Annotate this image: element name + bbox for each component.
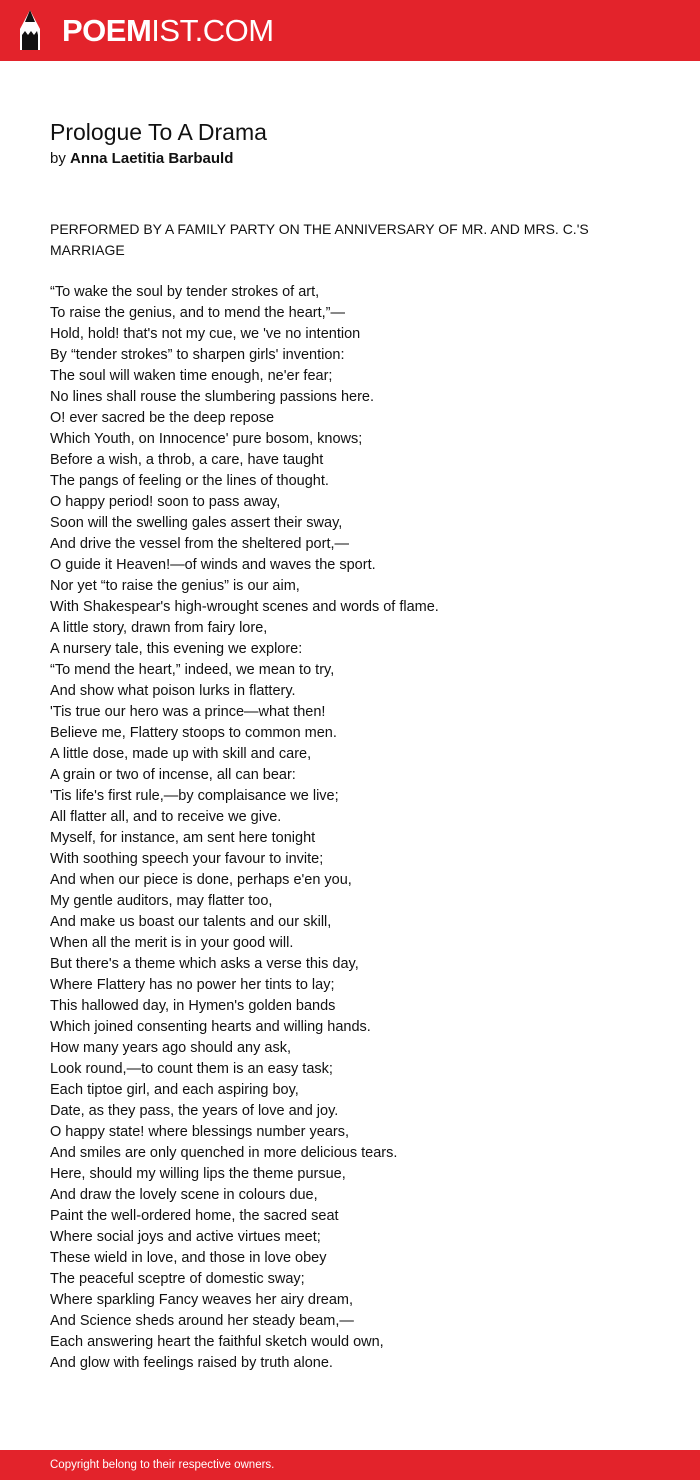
- poem-line: Which Youth, on Innocence' pure bosom, knows;: [50, 431, 363, 447]
- poem-line: But there's a theme which asks a verse this day,: [50, 956, 359, 972]
- poem-line: Where social joys and active virtues meet;: [50, 1229, 321, 1245]
- poem-line: 'Tis true our hero was a prince—what then!: [50, 704, 326, 720]
- poem-line: My gentle auditors, may flatter too,: [50, 893, 273, 909]
- poem-line: And glow with feelings raised by truth alone.: [50, 1355, 333, 1371]
- site-logo[interactable]: [62, 12, 274, 50]
- poem-line: Soon will the swelling gales assert their sway,: [50, 515, 343, 531]
- poem-line: And Science sheds around her steady beam,—: [50, 1313, 354, 1329]
- poem-line: To raise the genius, and to mend the heart,”—: [50, 305, 346, 321]
- logo-bold-text: POEM: [62, 13, 152, 48]
- poem-line: Look round,—to count them is an easy task;: [50, 1061, 333, 1077]
- poem-line: And drive the vessel from the sheltered port,—: [50, 536, 350, 552]
- poem-line: A nursery tale, this evening we explore:: [50, 641, 303, 657]
- poem-line: Each tiptoe girl, and each aspiring boy,: [50, 1082, 299, 1098]
- logo-light-text: IST.COM: [151, 13, 274, 48]
- poem-line: And make us boast our talents and our skill,: [50, 914, 332, 930]
- author-name: Anna Laetitia Barbauld: [70, 150, 234, 167]
- poem-line: The peaceful sceptre of domestic sway;: [50, 1271, 305, 1287]
- poem-title: Prologue To A Drama: [50, 119, 267, 145]
- poem-line: With soothing speech your favour to invite;: [50, 851, 324, 867]
- poem-line: No lines shall rouse the slumbering passions here.: [50, 389, 375, 405]
- poem-line: All flatter all, and to receive we give.: [50, 809, 282, 825]
- poem-line: A little story, drawn from fairy lore,: [50, 620, 268, 636]
- poem-line: Hold, hold! that's not my cue, we 've no intention: [50, 326, 361, 342]
- poem-line: O happy state! where blessings number years,: [50, 1124, 350, 1140]
- poem-line: Where sparkling Fancy weaves her airy dream,: [50, 1292, 354, 1308]
- poem-line: O happy period! soon to pass away,: [50, 494, 281, 510]
- poem-line: Where Flattery has no power her tints to lay;: [50, 977, 335, 993]
- byline-prefix: by: [50, 150, 66, 167]
- copyright-text: Copyright belong to their respective owners.: [50, 1459, 275, 1471]
- poem-line: “To wake the soul by tender strokes of art,: [50, 284, 320, 300]
- poem-line: Which joined consenting hearts and willing hands.: [50, 1019, 371, 1035]
- poem-line: Nor yet “to raise the genius” is our aim,: [50, 578, 300, 594]
- poem-line: 'Tis life's first rule,—by complaisance we live;: [50, 788, 339, 804]
- poem-line: By “tender strokes” to sharpen girls' invention:: [50, 347, 345, 363]
- poem-line: “To mend the heart,” indeed, we mean to try,: [50, 662, 335, 678]
- site-footer: [0, 1450, 700, 1480]
- pen-nib-icon[interactable]: [16, 9, 44, 51]
- poem-line: The soul will waken time enough, ne'er fear;: [50, 368, 333, 384]
- poem-line: Before a wish, a throb, a care, have taught: [50, 452, 324, 468]
- poem-line: O! ever sacred be the deep repose: [50, 410, 275, 426]
- poem-line: Believe me, Flattery stoops to common men.: [50, 725, 337, 741]
- poem-line: Paint the well-ordered home, the sacred seat: [50, 1208, 339, 1224]
- poem-line: And show what poison lurks in flattery.: [50, 683, 296, 699]
- poem-line: Here, should my willing lips the theme pursue,: [50, 1166, 346, 1182]
- poem-line: The pangs of feeling or the lines of thought.: [50, 473, 329, 489]
- poem-line: A grain or two of incense, all can bear:: [50, 767, 296, 783]
- poem-line: When all the merit is in your good will.: [50, 935, 294, 951]
- poem-line: A little dose, made up with skill and care,: [50, 746, 312, 762]
- poem-line: O guide it Heaven!—of winds and waves the sport.: [50, 557, 376, 573]
- poem-line: These wield in love, and those in love obey: [50, 1250, 327, 1266]
- poem-line: And smiles are only quenched in more delicious tears.: [50, 1145, 398, 1161]
- poem-subtitle: PERFORMED BY A FAMILY PARTY ON THE ANNIVERSARY OF MR. AND MRS. C.'S MARRIAGE: [50, 221, 589, 258]
- poem-line: With Shakespear's high-wrought scenes and words of flame.: [50, 599, 439, 615]
- site-header: [0, 0, 700, 61]
- poem-line: And when our piece is done, perhaps e'en you,: [50, 872, 352, 888]
- poem-line: Date, as they pass, the years of love and joy.: [50, 1103, 339, 1119]
- poem-line: This hallowed day, in Hymen's golden bands: [50, 998, 336, 1014]
- byline: [50, 148, 233, 170]
- poem-line: How many years ago should any ask,: [50, 1040, 291, 1056]
- poem-line: Each answering heart the faithful sketch would own,: [50, 1334, 384, 1350]
- poem-line: Myself, for instance, am sent here tonight: [50, 830, 316, 846]
- poem-body: [50, 282, 670, 1374]
- poem-line: And draw the lovely scene in colours due,: [50, 1187, 318, 1203]
